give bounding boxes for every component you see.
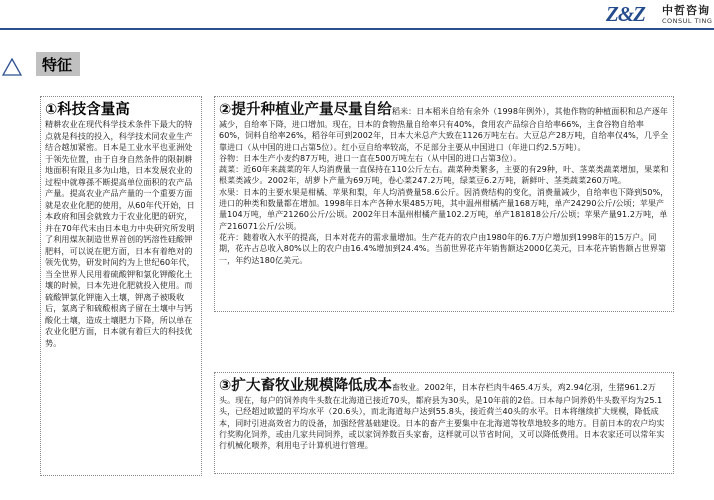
triangle-icon [2,58,22,76]
box1-heading: ①科技含量高 [45,102,130,118]
box2-intro [219,101,670,153]
logo-name-cn: 中哲咨询 [662,4,710,17]
box2-para-flowers: 花卉：随着收入水平的提高，日本对花卉的需求量增加。生产花卉的农户由1980年的6.7万户增加到1998年的15万户。同期，花卉占总收入80%以上的农户由16.4%增加到24.4%。当前世界花卉年销售额达2000亿美元，日本花卉销售额占世界第一，年约达180亿美元。 [219,232,667,265]
header-bar [0,0,714,30]
section-title-box [36,52,80,76]
company-logo [606,2,658,26]
box2-heading: ②提升种植业产量尽量自给 [219,102,392,118]
box-crop-production [214,96,674,312]
box1-text: 精耕农业在现代科学技术条件下最大的特点就是科技的投入，科学技术同农业生产结合越加紧密。日本是工业水平也亚洲处于领先位置，由于自身自然条件的限制耕地面积有限且多为山地，日本发展农业的过程中就尊孫不断提高单位面积的农产品产量。提高农业产品产量的一个重要方面就是农业化肥的使用，从60年代开始，日本政府和国会就致力于农业化肥的研究，并在70年代末由日本电力中央研究所发明了利用煤灰制造世界首创的钙溶性硅酸钾肥料，可以说在肥方面，日本有着绝对的领先优势，研发时间约为上世纪60年代，当全世界人民用着硫酸钾和氯化钾酸化土壤的时候，日本先进化肥就投入使用。而硫酸钾氯化钾施入土壤，钾离子被吸收后，氯离子和硫酸根离子留在土壤中与钙酸化土壤，造成土壤肥力下降，所以单在农业化肥方面，日本就有着巨大的科技优势。 [45,119,195,348]
box-livestock [214,372,674,474]
logo-mark-text: Z&Z [606,2,645,26]
box-tech-content [40,96,202,476]
logo-name-en: CONSUL TING [662,17,713,25]
box2-para-fruit: 水果：日本的主要水果是柑橘、苹果和梨，年人均消费量58.6公斤。因消费结构的变化，消费量减少，自给率也下降到50%，进口的种类和数量都在增加。1998年日本产各种水果485万吨，其中温州柑橘产量168万吨，单产24290公斤/公顷；苹果产量104万吨，单产21260公斤/公顷。2002年日本温州柑橘产量102.2万吨，单产181818公斤/公顷；苹果产量91.2万吨，单产216071公斤/公顷。 [219,187,669,231]
box2-para-grain: 谷物：日本生产小麦约87万吨，进口一直在500万吨左右（从中国的进口占第3位）。 [219,153,522,163]
box3-heading: ③扩大畜牧业规模降低成本 [219,378,392,394]
box3-lead: 畜牧业。2002年，日本存栏肉牛465.4万头，鸡2.94亿羽，生猪961.2万头。现在，每户的饲养肉牛头数在北海道已接近70头，都府县为30头，是10年前的2倍。日本每户饲养奶牛头数平均为25.1头，已经超过欧盟的平均水平（20.6头），而北海道每户达到55.8头，接近荷兰40头的水平。日本将继续扩大规模，降低成本，同时引进高效省力的设备，加强经营基础建设。日本的畜产主要集中在北海道等牧草地较多的地方。目前日本的农户均实行奖购化饲养，或由几家共同饲养，或以家饲养数百头家畜，这样就可以节省时间，又可以降低费用。日本农家还可以常年实行机械化喂养，利用电子计算机进行管理。 [219,383,665,451]
header-rule [0,28,714,30]
box2-lead: 稻米：日本稻米自给有余外（1998年例外），其他作物的种植面积和总产逐年减少，自给率下降，进口增加。现在，日本的食物热量自给率只有40%，食用农产品综合自给率66%，主食谷物自给率60%，饲料自给率26%，稻谷年可到2002年，日本大米总产大致在1126万吨左右。大豆总产28万吨，自给率仅4%，几乎全靠进口（从中国的进口占第5位）。红小豆自给率较高，不足部分主要从中国进口（年进口约2.5万吨）。 [219,107,669,152]
box2-para-vegetables: 蔬菜：近60年来蔬菜的年人均消费量一直保持在110公斤左右。蔬菜种类繁多，主要的有29种，叶、茎菜类蔬菜增加，果菜和根菜类减少。2002年，胡萝卜产量为69万吨，卷心菜247.2万吨，绿菜豆6.2万吨，新鲜叶、茎类蔬菜260万吨。 [219,165,669,186]
section-title: 特征 [42,56,73,74]
box3-intro [219,377,670,451]
